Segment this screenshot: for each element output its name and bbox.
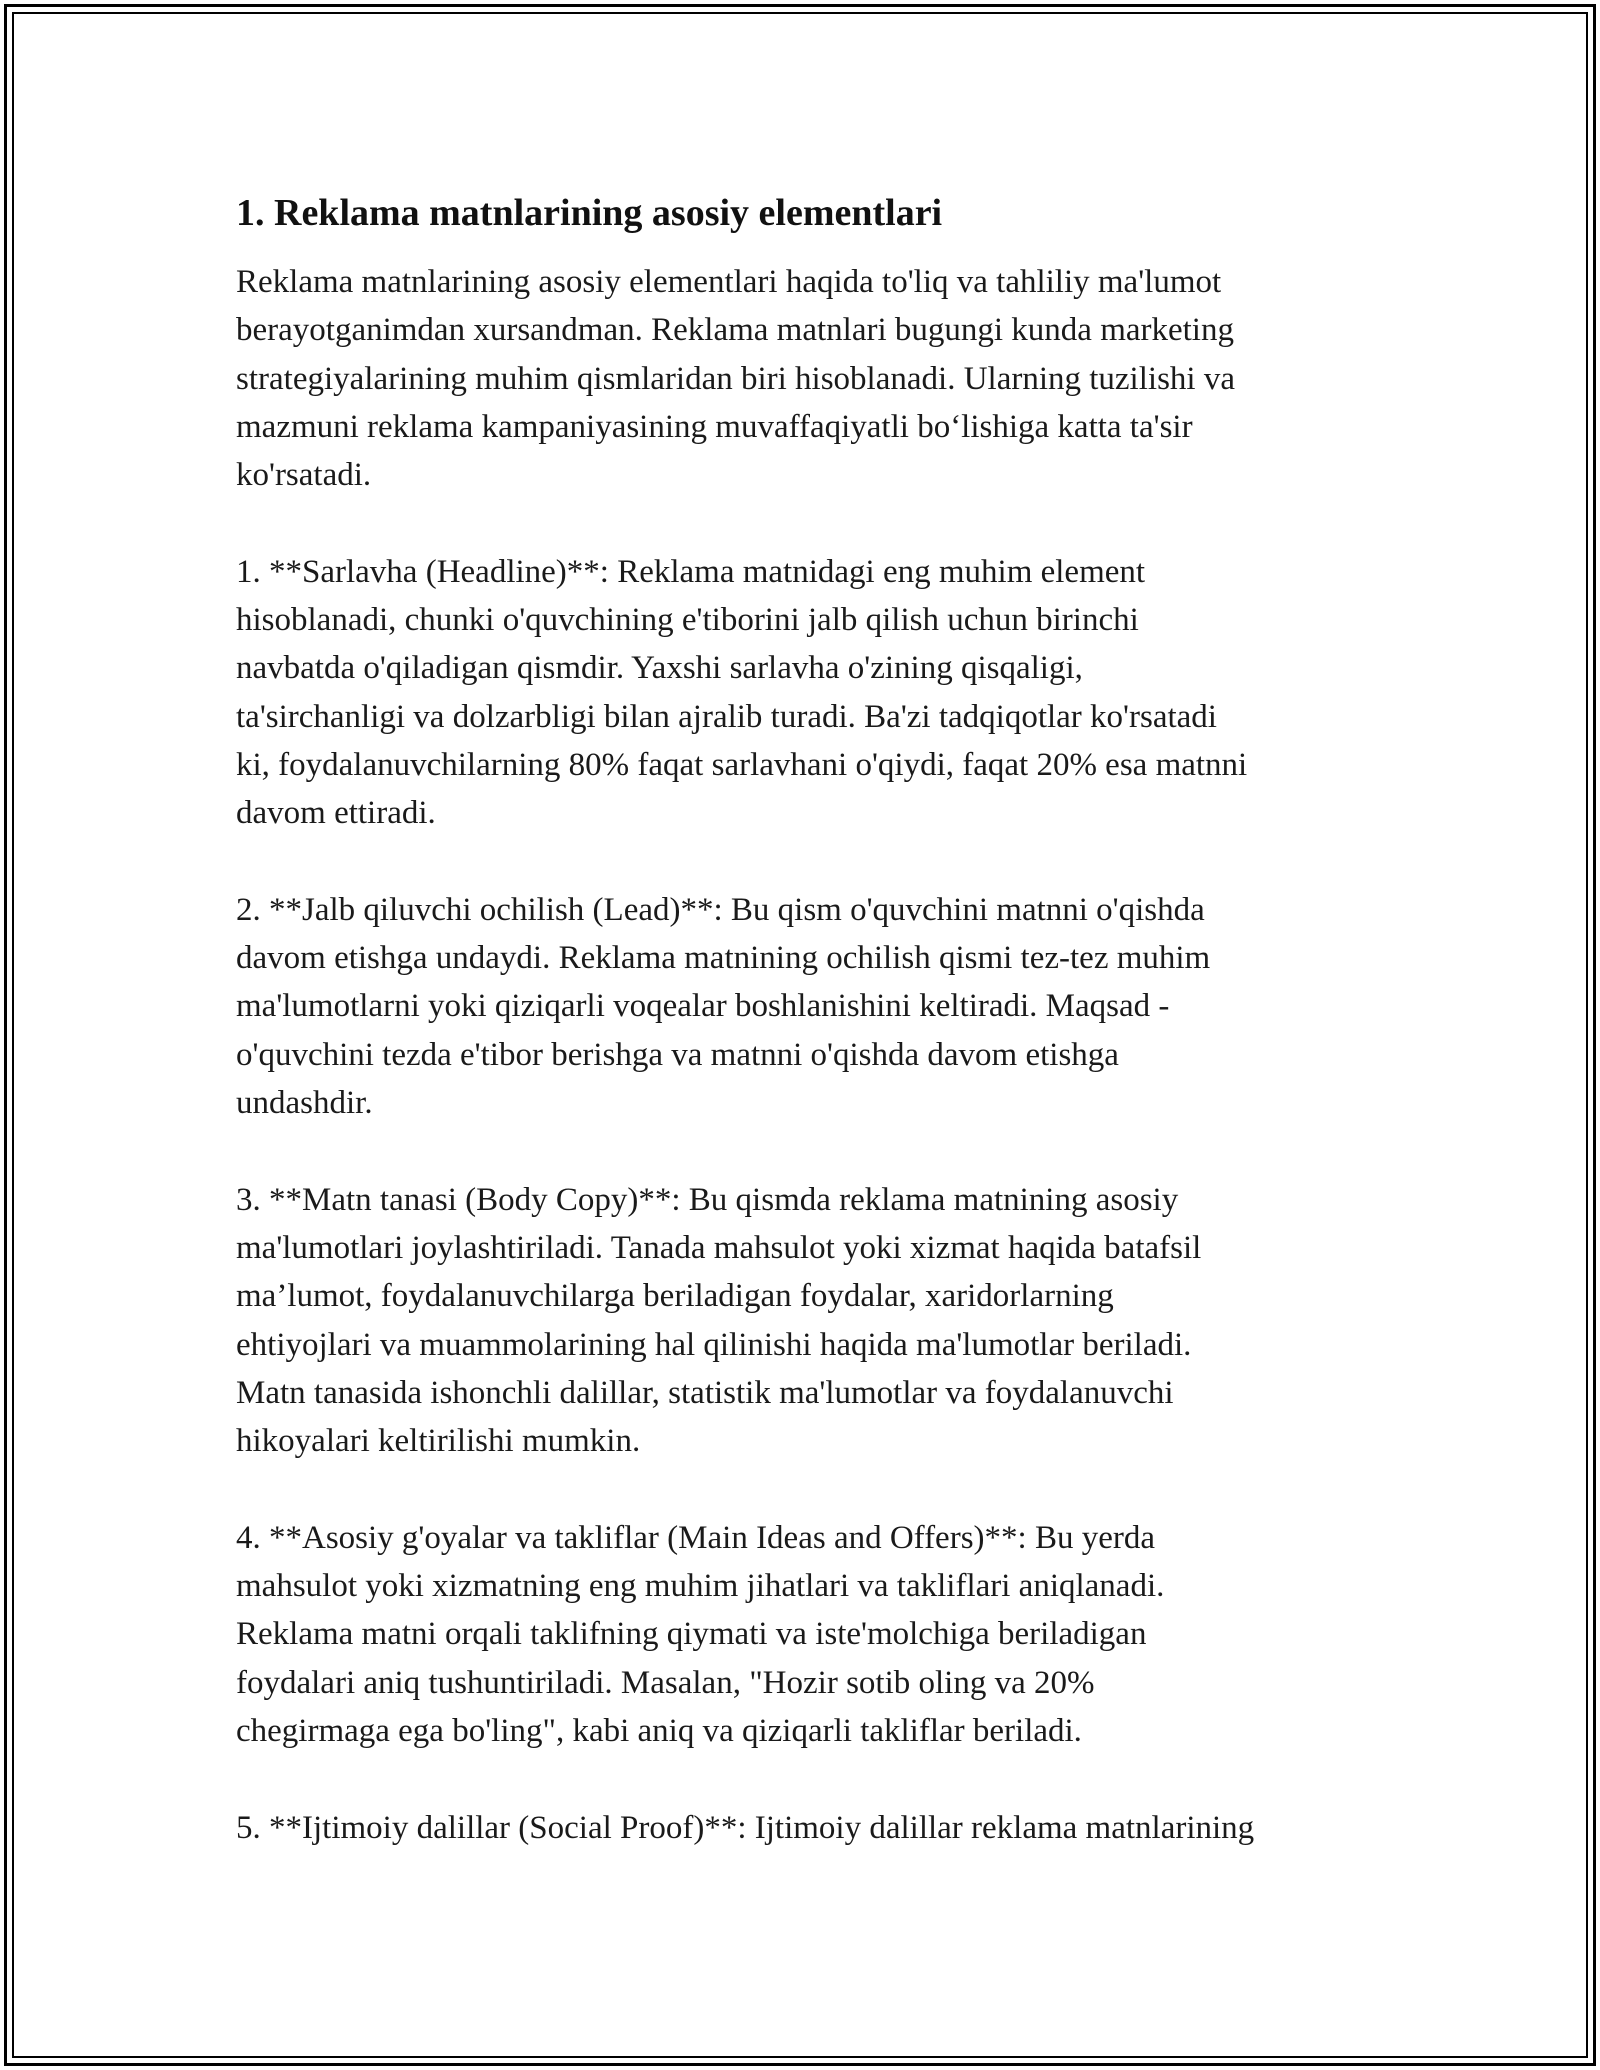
item-main-ideas-paragraph: 4. **Asosiy g'oyalar va takliflar (Main Ideas and Offers)**: Bu yerda mahsulot yoki xizmatning eng muhim jihatlari va takliflari aniqlanadi. Reklama matni orqali taklifning qiymati va iste'molchiga beriladigan foydalari aniq tushuntiriladi. Masalan, "Hozir sotib oling va 20% chegirmaga ega bo'ling", kabi aniq va qiziqarli takliflar beriladi. — [236, 1519, 1165, 1749]
item-headline-paragraph: 1. **Sarlavha (Headline)**: Reklama matnidagi eng muhim element hisoblanadi, chunki o'quvchining e'tiborini jalb qilish uchun birinchi navbatda o'qiladigan qismdir. Yaxshi sarlavha o'zining qisqaligi, ta'sirchanligi va dolzarbligi bilan ajralib turadi. Ba'zi tadqiqotlar ko'rsatadi ki, foydalanuvchilarning 80% faqat sarlavhani o'qiydi, faqat 20% esa matnni davom ettiradi. — [236, 553, 1248, 832]
item-lead-paragraph: 2. **Jalb qiluvchi ochilish (Lead)**: Bu qism o'quvchini matnni o'qishda davom etishga undaydi. Reklama matnining ochilish qismi tez-tez muhim ma'lumotlarni yoki qiziqarli voqealar boshlanishini keltiradi. Maqsad - o'quvchini tezda e'tibor berishga va matnni o'qishda davom etishga undashdir. — [236, 891, 1211, 1122]
section-heading: 1. Reklama matnlarining asosiy elementlari — [236, 192, 943, 234]
intro-paragraph: Reklama matnlarining asosiy elementlari haqida to'liq va tahliliy ma'lumot berayotganimdan xursandman. Reklama matnlari bugungi kunda marketing strategiyalarining muhim qismlaridan biri hisoblanadi. Ularning tuzilishi va mazmuni reklama kampaniyasining muvaffaqiyatli bo‘lishiga katta ta'sir ko'rsatadi. — [236, 264, 1235, 494]
item-social-proof-paragraph: 5. **Ijtimoiy dalillar (Social Proof)**: Ijtimoiy dalillar reklama matnlarining — [236, 1809, 1255, 1846]
item-body-copy-paragraph: 3. **Matn tanasi (Body Copy)**: Bu qismda reklama matnining asosiy ma'lumotlari joylashtiriladi. Tanada mahsulot yoki xizmat haqida batafsil ma’lumot, foydalanuvchilarga beriladigan foydalar, xaridorlarning ehtiyojlari va muammolarining hal qilinishi haqida ma'lumotlar beriladi. Matn tanasida ishonchli dalillar, statistik ma'lumotlar va foydalanuvchi hikoyalari keltirilishi mumkin. — [236, 1181, 1202, 1460]
document-body — [236, 186, 1396, 1852]
